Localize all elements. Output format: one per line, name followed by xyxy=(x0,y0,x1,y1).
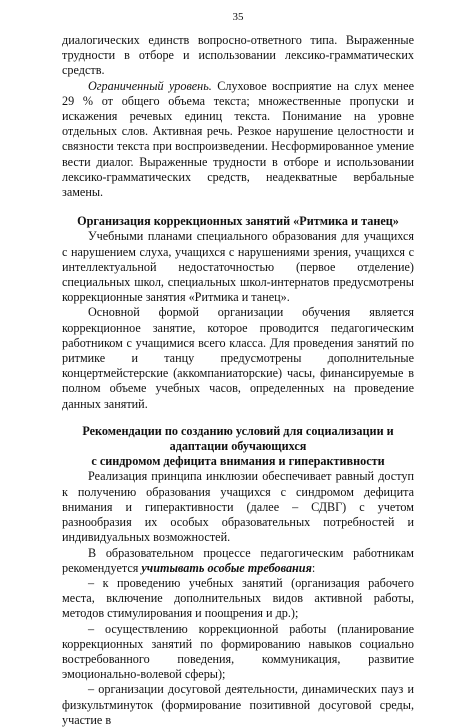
limited-level-term: Ограниченный уровень. xyxy=(88,78,212,93)
paragraph-dialog-units: диалогических единств вопросно-ответного типа. Выраженные трудности в отборе и использовании лексико-грамматических средств. xyxy=(62,33,414,78)
paragraph-limited-level xyxy=(62,79,414,201)
heading-rhythm-dance: Организация коррекционных занятий «Ритмика и танец» xyxy=(77,214,399,229)
paragraph-requirements xyxy=(62,546,414,576)
paragraph-inclusion: Реализация принципа инклюзии обеспечивает равный доступ к получению образования учащихся с синдромом дефицита внимания и гиперактивности (далее – СДВГ) с учетом разнообразия их особых образовательных потребностей и индивидуальных возможностей. xyxy=(62,469,414,545)
page-number: 35 xyxy=(232,11,244,23)
limited-level-text: Слуховое восприятие на слух менее 29 % от общего объема текста; множественные пропуски и искажения речевых единиц текста. Понимание на уровне отдельных слов. Активная речь. Резкое нарушение целостности и связности текста при воспроизведении. Несформированное умение вести диалог. Выраженные трудности в отборе и использовании лексико-грамматических средств, неадекватные вербальные замены. xyxy=(62,78,415,200)
paragraph-curricula: Учебными планами специального образования для учащихся с нарушением слуха, учащихся с нарушениями зрения, учащихся с интеллектуальной недостаточностью (первое отделение) специальных школ, специальных школ-интернатов предусмотрены коррекционные занятия «Ритмика и танец». xyxy=(62,229,414,305)
list-item-lessons: – к проведению учебных занятий (организация рабочего места, включение дополнительных видов активной работы, методов стимулирования и поощрения и др.); xyxy=(62,575,414,621)
document-page xyxy=(62,10,414,728)
paragraph-main-form: Основной формой организации обучения является коррекционное занятие, которое проводится педагогическим работником с учащимися всего класса. Для проведения занятий по ритмике и танцу предусмотрены дополнительные концертмейстерские (аккомпаниаторские) часы, финансируемые в полном объеме учебных часов, определенных на проведение данных занятий. xyxy=(62,305,414,411)
requirements-colon: : xyxy=(311,560,316,575)
heading-adhd-line3: с синдромом дефицита внимания и гиперактивности xyxy=(91,454,385,469)
list-item-leisure: – организации досуговой деятельности, динамических пауз и физкультминуток (формирование позитивной досуговой среды, участие в xyxy=(62,682,414,727)
requirements-lead: В образовательном процессе педагогическим работникам рекомендуется xyxy=(62,545,414,575)
requirements-emphasis: учитывать особые требования xyxy=(141,560,312,575)
heading-adhd-line2: адаптации обучающихся xyxy=(169,439,307,454)
list-item-correction: – осуществлению коррекционной работы (планирование коррекционных занятий по формированию навыков социально востребованного поведения, коммуникация, развитие эмоционально-волевой сферы); xyxy=(62,621,414,682)
heading-adhd-line1: Рекомендации по созданию условий для социализации и xyxy=(82,423,394,438)
